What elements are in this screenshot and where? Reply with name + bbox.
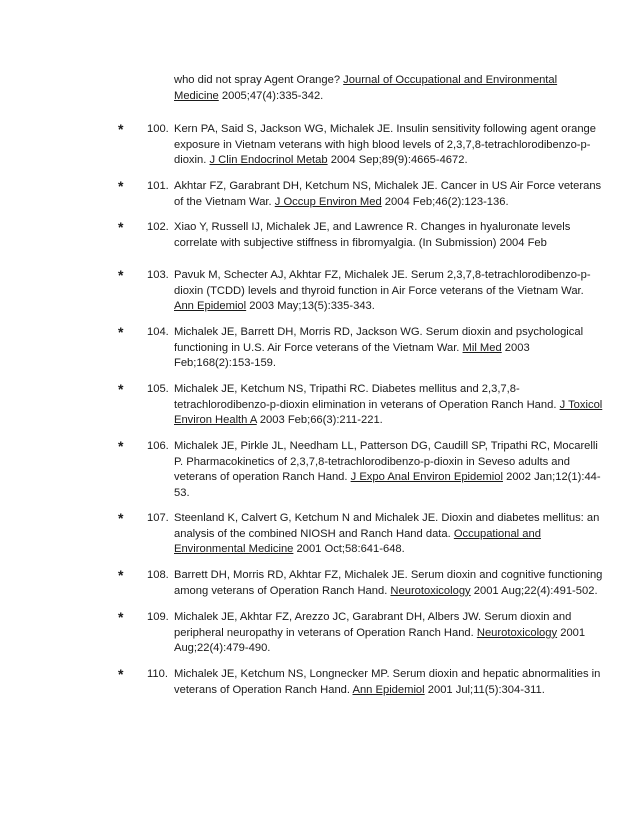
bullet-asterisk: * (118, 666, 124, 682)
reference-segment: 2004 Sep;89(9):4665-4672. (327, 154, 468, 167)
reference-line (174, 220, 594, 236)
reference-segment: exposure in Vietnam veterans with high blood levels of 2,3,7,8-tetrachlorodibenzo-p- (174, 138, 591, 151)
reference-line (174, 439, 598, 455)
reference-segment: dioxin. (174, 154, 210, 167)
reference-text (174, 179, 602, 210)
reference-segment: 53. (174, 486, 190, 499)
bullet-asterisk: * (118, 178, 124, 194)
journal-link[interactable]: Ann Epidemiol (174, 300, 247, 313)
bullet-asterisk: * (118, 510, 124, 526)
reference-text (174, 382, 603, 429)
reference-segment: Kern PA, Said S, Jackson WG, Michalek JE. Insulin sensitivity following agent orange (174, 123, 597, 135)
reference-text (174, 667, 601, 698)
reference-text (174, 511, 600, 558)
journal-link[interactable]: J Toxicol (559, 398, 603, 411)
reference-segment: who did not spray Agent Orange? (174, 74, 344, 86)
bullet-asterisk: * (118, 121, 124, 137)
reference-line (174, 610, 594, 626)
reference-line (174, 641, 594, 657)
reference-text (174, 220, 594, 251)
journal-link[interactable]: Environmental Medicine (174, 543, 294, 556)
reference-segment: Akhtar FZ, Garabrant DH, Ketchum NS, Michalek JE. Cancer in US Air Force veterans (174, 180, 602, 192)
reference-number: 107. (147, 512, 169, 524)
journal-link[interactable]: J Clin Endocrinol Metab (209, 154, 328, 167)
reference-line (174, 542, 594, 558)
reference-text (174, 268, 594, 315)
reference-segment: veterans of operation Ranch Hand. (174, 471, 351, 484)
reference-segment: Michalek JE, Ketchum NS, Longnecker MP. Serum dioxin and hepatic abnormalities in (174, 668, 601, 680)
reference-line (174, 527, 594, 543)
reference-line (174, 511, 600, 527)
journal-link[interactable]: Ann Epidemiol (352, 683, 425, 696)
reference-number: 109. (147, 611, 169, 623)
reference-number: 102. (147, 221, 169, 233)
bullet-asterisk: * (118, 219, 124, 235)
reference-segment: veterans of Operation Ranch Hand. (174, 683, 353, 696)
journal-link[interactable]: Occupational and (453, 527, 541, 540)
journal-link[interactable]: J Expo Anal Environ Epidemiol (350, 471, 503, 484)
reference-line (174, 667, 601, 683)
reference-segment: 2002 Jan;12(1):44- (502, 471, 601, 484)
bullet-asterisk: * (118, 324, 124, 340)
reference-segment: 2001 (557, 626, 586, 639)
reference-segment: among veterans of Operation Ranch Hand. (174, 584, 391, 597)
reference-segment: P. Pharmacokinetics of 2,3,7,8-tetrachlorodibenzo-p-dioxin in Seveso adults and (174, 455, 570, 468)
reference-segment: 2003 (501, 341, 530, 354)
reference-line (174, 89, 594, 105)
reference-segment: of the Vietnam War. (174, 195, 275, 208)
reference-line (174, 413, 594, 429)
reference-line (174, 398, 603, 414)
reference-segment: analysis of the combined NIOSH and Ranch Hand data. (174, 527, 454, 540)
journal-link[interactable]: Medicine (174, 89, 219, 102)
reference-segment: Feb;168(2):153-159. (174, 357, 276, 370)
journal-link[interactable]: Environ Health A (174, 414, 257, 427)
reference-text (174, 325, 594, 372)
reference-segment: Michalek JE, Akhtar FZ, Arezzo JC, Garabrant DH, Albers JW. Serum dioxin and (174, 611, 572, 623)
reference-segment: Barrett DH, Morris RD, Akhtar FZ, Michalek JE. Serum dioxin and cognitive functioning (174, 569, 603, 581)
reference-segment: Xiao Y, Russell IJ, Michalek JE, and Lawrence R. Changes in hyaluronate levels (174, 221, 571, 233)
reference-line (174, 73, 594, 89)
reference-segment: 2005;47(4):335-342. (218, 89, 324, 102)
reference-line (174, 683, 594, 699)
reference-line (174, 138, 594, 154)
reference-text (174, 610, 594, 657)
reference-line (174, 341, 594, 357)
reference-segment: Michalek JE, Ketchum NS, Tripathi RC. Diabetes mellitus and 2,3,7,8- (174, 383, 520, 395)
bullet-asterisk: * (118, 567, 124, 583)
reference-line (174, 268, 594, 284)
reference-line (174, 122, 597, 138)
reference-segment: Steenland K, Calvert G, Ketchum N and Michalek JE. Dioxin and diabetes mellitus: an (174, 512, 600, 524)
reference-segment: 2001 Aug;22(4):491-502. (470, 584, 598, 597)
reference-line (174, 382, 594, 398)
reference-segment: correlate with subjective stiffness in fibromyalgia. (In Submission) 2004 Feb (174, 236, 547, 249)
journal-link[interactable]: J Occup Environ Med (274, 195, 382, 208)
reference-line (174, 236, 594, 252)
reference-segment: tetrachlorodibenzo-p-dioxin elimination in veterans of Operation Ranch Hand. (174, 398, 560, 411)
reference-segment: Michalek JE, Barrett DH, Morris RD, Jackson WG. Serum dioxin and psychological (174, 326, 584, 338)
reference-line (174, 195, 594, 211)
journal-link[interactable]: Journal of Occupational and Environmental (343, 74, 558, 86)
reference-line (174, 584, 598, 600)
reference-line (174, 299, 594, 315)
reference-number: 108. (147, 569, 169, 581)
journal-link[interactable]: Neurotoxicology (476, 626, 558, 639)
reference-line (174, 455, 594, 471)
reference-number: 100. (147, 123, 169, 135)
journal-link[interactable]: Neurotoxicology (390, 584, 471, 597)
reference-segment: 2001 Oct;58:641-648. (293, 543, 405, 556)
reference-number: 106. (147, 440, 169, 452)
journal-link[interactable]: Mil Med (462, 341, 502, 354)
bullet-asterisk: * (118, 381, 124, 397)
reference-segment: peripheral neuropathy in veterans of Operation Ranch Hand. (174, 626, 477, 639)
reference-number: 110. (147, 668, 168, 680)
reference-line (174, 153, 594, 169)
reference-text (174, 568, 603, 599)
reference-segment: Michalek JE, Pirkle JL, Needham LL, Patterson DG, Caudill SP, Tripathi RC, Mocarelli (174, 440, 598, 452)
bullet-asterisk: * (118, 267, 124, 283)
reference-number: 104. (147, 326, 169, 338)
reference-line (174, 325, 594, 341)
reference-segment: Pavuk M, Schecter AJ, Akhtar FZ, Michalek JE. Serum 2,3,7,8-tetrachlorodibenzo-p- (174, 269, 591, 281)
reference-number: 103. (147, 269, 169, 281)
reference-text (174, 122, 597, 169)
reference-line (174, 179, 602, 195)
reference-segment: 2003 May;13(5):335-343. (246, 300, 375, 313)
reference-line (174, 626, 594, 642)
reference-segment: 2003 Feb;66(3):211-221. (256, 414, 383, 427)
reference-line (174, 470, 601, 486)
reference-segment: functioning in U.S. Air Force veterans of the Vietnam War. (174, 341, 463, 354)
reference-segment: Aug;22(4):479-490. (174, 642, 271, 655)
reference-text (174, 439, 601, 501)
reference-line (174, 568, 603, 584)
reference-segment: 2001 Jul;11(5):304-311. (424, 683, 545, 696)
bullet-asterisk: * (118, 438, 124, 454)
reference-line (174, 284, 594, 300)
reference-text (174, 73, 594, 104)
reference-segment: dioxin (TCDD) levels and thyroid function in Air Force veterans of the Vietnam War. (174, 284, 584, 297)
reference-number: 105. (147, 383, 169, 395)
reference-number: 101. (147, 180, 169, 192)
reference-line (174, 356, 594, 372)
bullet-asterisk: * (118, 609, 124, 625)
reference-line (174, 486, 594, 502)
reference-segment: 2004 Feb;46(2):123-136. (381, 195, 509, 208)
